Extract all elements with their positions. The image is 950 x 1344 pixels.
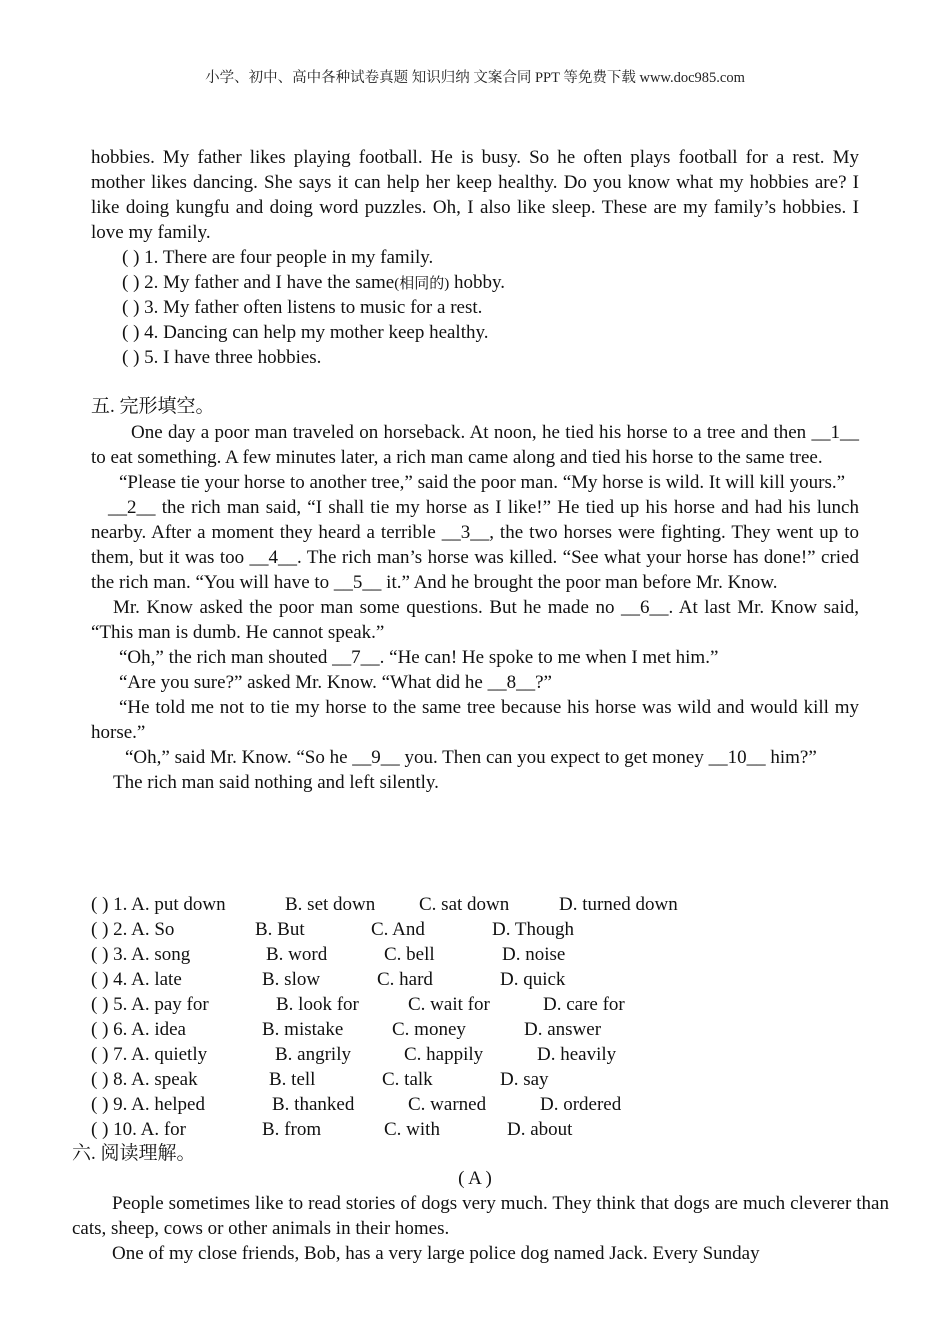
cloze-paragraph: One day a poor man traveled on horseback. At noon, he tied his horse to a tree and then __1__ to eat something. A few minutes later, a rich man came along and tied his horse to the same tree. [91, 422, 859, 468]
question-text: 5. I have three hobbies. [144, 347, 322, 368]
option-b[interactable]: B. set down [285, 894, 376, 915]
option-a[interactable]: ( ) 6. A. idea [91, 1019, 186, 1040]
option-c[interactable]: C. happily [404, 1044, 484, 1065]
option-d[interactable]: D. say [500, 1069, 549, 1090]
option-c[interactable]: C. talk [382, 1069, 433, 1090]
tf-question-list [122, 245, 505, 370]
reading-paragraph: People sometimes like to read stories of dogs very much. They think that dogs are much cleverer than cats, sheep, cows or other animals in their homes. [72, 1193, 889, 1239]
question-text: 1. There are four people in my family. [144, 247, 434, 268]
option-c[interactable]: C. bell [384, 944, 435, 965]
cloze-paragraph: Mr. Know asked the poor man some questions. But he made no __6__. At last Mr. Know said, “This man is dumb. He cannot speak.” [91, 597, 859, 643]
option-a[interactable]: ( ) 5. A. pay for [91, 994, 209, 1015]
option-d[interactable]: D. quick [500, 969, 566, 990]
option-c[interactable]: C. hard [377, 969, 433, 990]
option-d[interactable]: D. answer [524, 1019, 602, 1040]
option-a[interactable]: ( ) 9. A. helped [91, 1094, 205, 1115]
answer-bracket[interactable]: ( ) [122, 297, 140, 318]
option-b[interactable]: B. angrily [275, 1044, 351, 1065]
answer-bracket[interactable]: ( ) [122, 247, 140, 268]
answer-bracket[interactable]: ( ) [122, 272, 140, 293]
tf-question [122, 245, 505, 270]
option-d[interactable]: D. care for [543, 994, 625, 1015]
option-c[interactable]: C. warned [408, 1094, 487, 1115]
reading-passage [72, 1191, 889, 1266]
option-d[interactable]: D. Though [492, 919, 574, 940]
tf-question [122, 320, 505, 345]
cloze-paragraph: “Are you sure?” asked Mr. Know. “What did he __8__?” [119, 672, 552, 693]
option-b[interactable]: B. word [266, 944, 328, 965]
option-b[interactable]: B. thanked [272, 1094, 355, 1115]
option-c[interactable]: C. with [384, 1119, 440, 1140]
option-d[interactable]: D. turned down [559, 894, 678, 915]
option-b[interactable]: B. tell [269, 1069, 316, 1090]
cloze-paragraph: “Please tie your horse to another tree,” said the poor man. “My horse is wild. It will kill yours.” [119, 472, 846, 493]
question-text: 3. My father often listens to music for a rest. [144, 297, 483, 318]
section-5-title: 五. 完形填空。 [91, 396, 215, 417]
option-a[interactable]: ( ) 2. A. So [91, 919, 175, 940]
page-header: 小学、初中、高中各种试卷真题 知识归纳 文案合同 PPT 等免费下载 www.doc985.com [205, 70, 745, 86]
option-a[interactable]: ( ) 10. A. for [91, 1119, 186, 1140]
option-d[interactable]: D. heavily [537, 1044, 617, 1065]
option-c[interactable]: C. money [392, 1019, 466, 1040]
option-b[interactable]: B. look for [276, 994, 359, 1015]
option-b[interactable]: B. slow [262, 969, 321, 990]
tf-question [122, 295, 505, 320]
passage-intro: hobbies. My father likes playing football. He is busy. So he often plays football for a rest. My mother likes dancing. She says it can help her keep healthy. Do you know what my hobbies are? I like doing kungfu and doing word puzzles. Oh, I also like sleep. These are my family’s hobbies. I love my family. [91, 147, 859, 243]
chinese-note: (相同的) [394, 276, 450, 292]
question-text: 2. My father and I have the same [144, 272, 395, 293]
section-6-title: 六. 阅读理解。 [72, 1143, 196, 1164]
cloze-paragraph: “He told me not to tie my horse to the same tree because his horse was wild and would kill my horse.” [91, 697, 859, 743]
reading-label: ( A ) [458, 1168, 492, 1189]
cloze-paragraph: “Oh,” the rich man shouted __7__. “He can! He spoke to me when I met him.” [119, 647, 719, 668]
option-c[interactable]: C. And [371, 919, 425, 940]
answer-bracket[interactable]: ( ) [122, 322, 140, 343]
option-c[interactable]: C. sat down [419, 894, 510, 915]
cloze-paragraph: “Oh,” said Mr. Know. “So he __9__ you. Then can you expect to get money __10__ him?” [125, 747, 817, 768]
option-a[interactable]: ( ) 1. A. put down [91, 894, 226, 915]
answer-bracket[interactable]: ( ) [122, 347, 140, 368]
option-d[interactable]: D. about [507, 1119, 573, 1140]
option-a[interactable]: ( ) 7. A. quietly [91, 1044, 208, 1065]
cloze-paragraph: The rich man said nothing and left silently. [113, 772, 439, 793]
question-text: 4. Dancing can help my mother keep healthy. [144, 322, 489, 343]
option-b[interactable]: B. from [262, 1119, 322, 1140]
option-b[interactable]: B. mistake [262, 1019, 344, 1040]
tf-question [122, 345, 505, 370]
option-b[interactable]: B. But [255, 919, 305, 940]
option-c[interactable]: C. wait for [408, 994, 490, 1015]
option-d[interactable]: D. ordered [540, 1094, 622, 1115]
option-a[interactable]: ( ) 8. A. speak [91, 1069, 198, 1090]
question-text-end: hobby. [449, 272, 506, 293]
cloze-paragraph: __2__ the rich man said, “I shall tie my horse as I like!” He tied up his horse and had his lunch nearby. After a moment they heard a terrible __3__, the two horses were fighting. They went up to them, but it was too __4__. The rich man’s horse was killed. “See what your horse has done!” cried the rich man. “You will have to __5__ it.” And he brought the poor man before Mr. Know. [91, 497, 859, 593]
reading-paragraph: One of my close friends, Bob, has a very large police dog named Jack. Every Sunday [112, 1243, 760, 1264]
option-a[interactable]: ( ) 4. A. late [91, 969, 182, 990]
option-a[interactable]: ( ) 3. A. song [91, 944, 191, 965]
cloze-passage [91, 420, 859, 795]
tf-question [122, 270, 505, 295]
option-d[interactable]: D. noise [502, 944, 566, 965]
